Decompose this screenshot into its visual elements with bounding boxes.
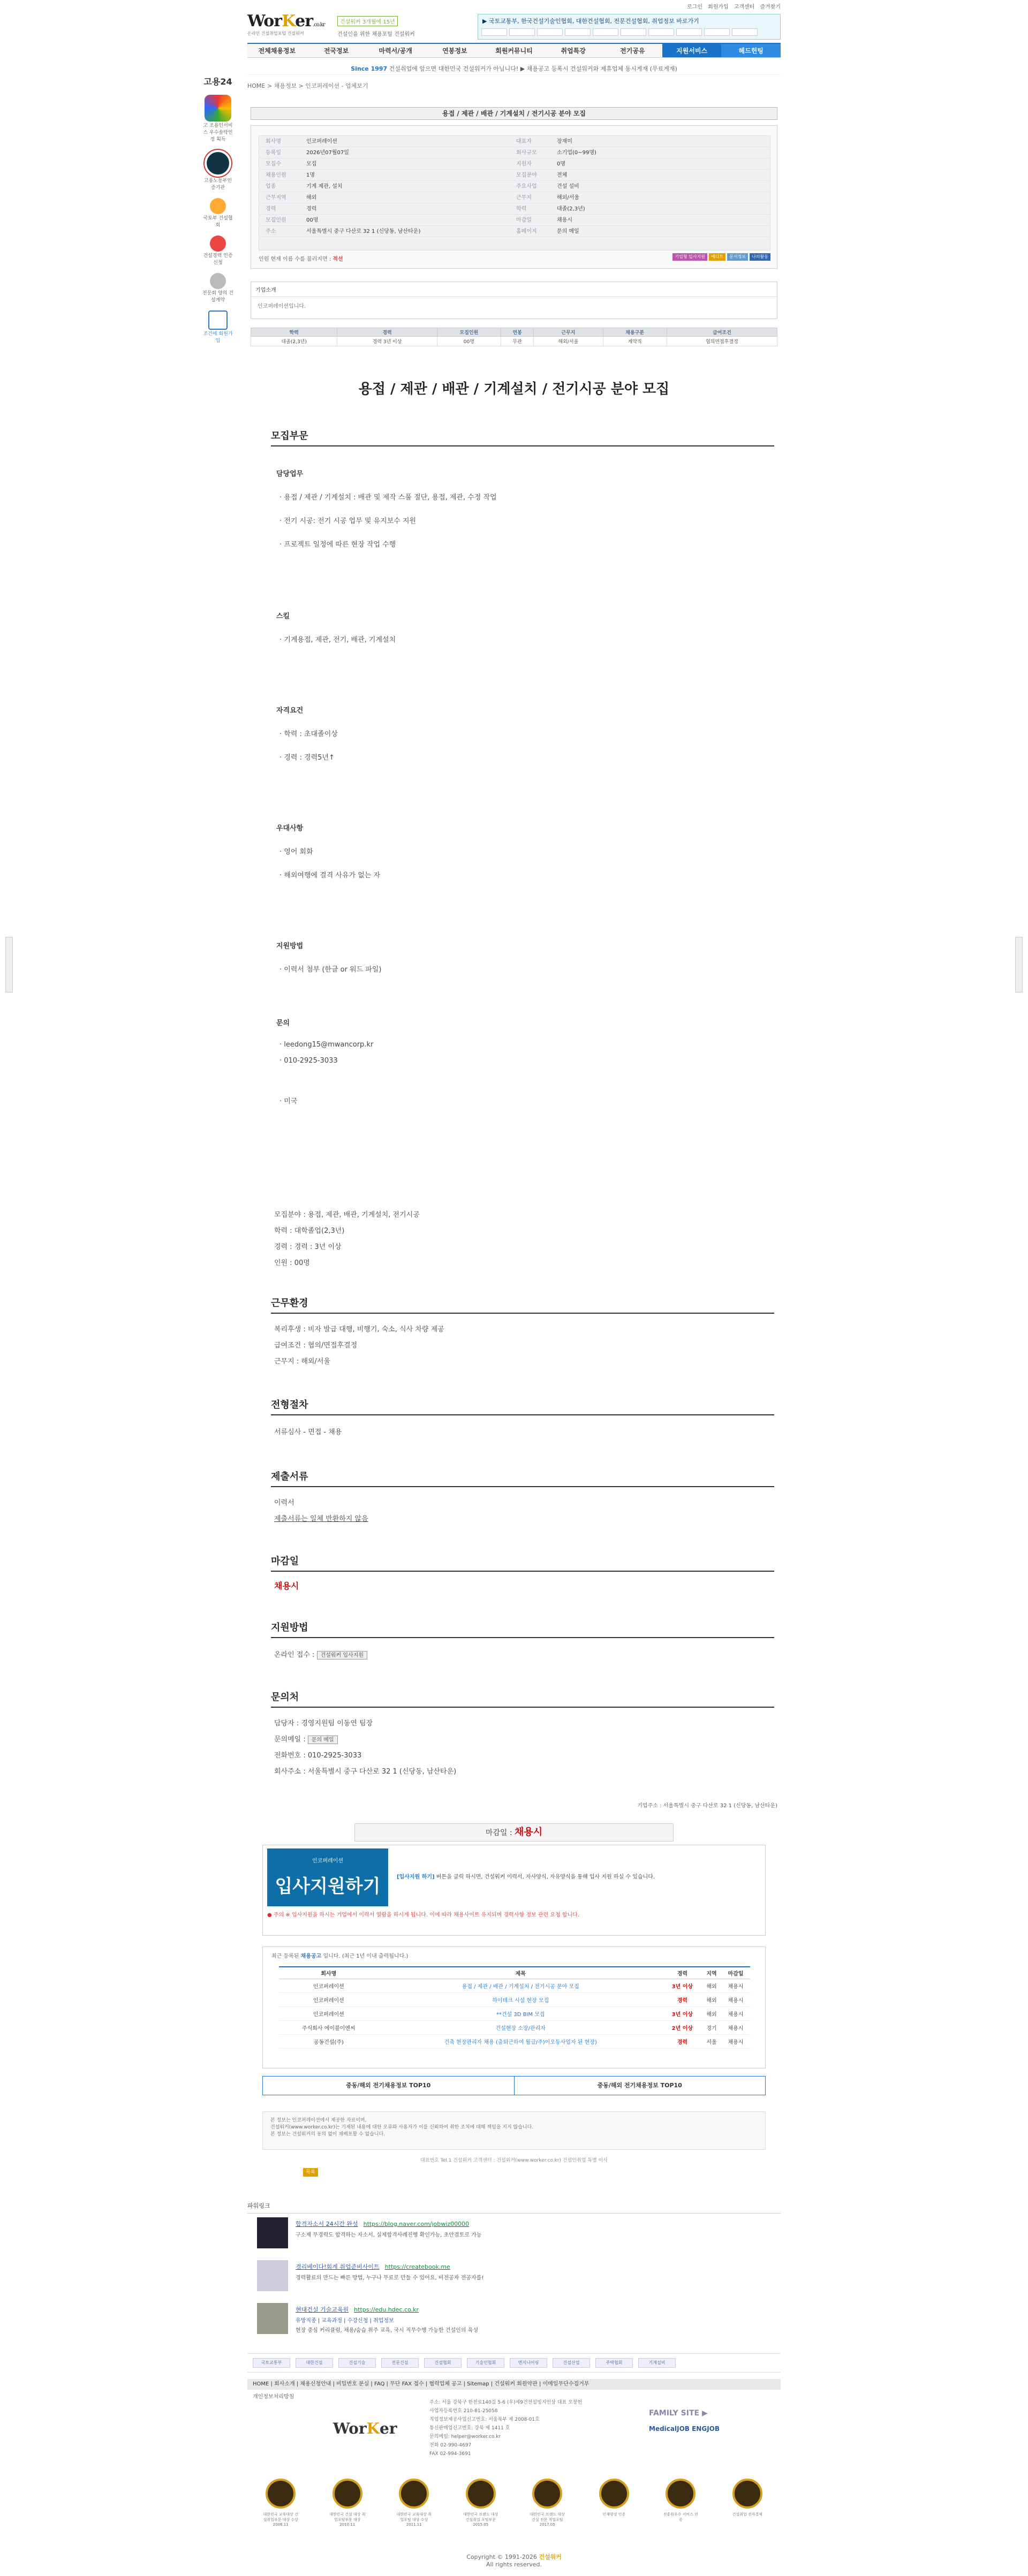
info-key: 근무지 — [516, 195, 532, 201]
award-medal-icon — [599, 2479, 629, 2509]
table-cell: 경력 — [663, 1992, 702, 2006]
info-value: 채용시 — [557, 217, 572, 223]
info-row — [259, 192, 770, 203]
edit-button[interactable]: 에디트 — [709, 253, 725, 261]
info-key: 홈페이지 — [516, 229, 537, 234]
partner-logos — [247, 2353, 781, 2373]
footer-info-line: 사업자등록번호 210-81-25058 — [429, 2408, 498, 2414]
table-cell: 3년 이상 — [663, 2006, 702, 2020]
recent-header: 지역 — [702, 1967, 721, 1979]
privacy-link[interactable]: 개인정보처리방침 — [253, 2394, 294, 2400]
partner-logo[interactable]: 대한건설 — [296, 2358, 333, 2368]
condition-value: 경력 3년 이상 — [337, 337, 437, 346]
info-key: 주요사업 — [516, 184, 537, 190]
header-banner[interactable]: ▶ 국토교통부, 한국건설기술인협회, 대한건설협회, 전문건설협회, 취업정보 바로가기 — [478, 14, 781, 40]
table-cell: 인코퍼레이션 — [279, 1979, 379, 1992]
info-key: 주소 — [266, 229, 276, 234]
table-cell[interactable]: 건설현장 소장/관리자 — [379, 2020, 663, 2034]
partner-logo[interactable]: 주택협회 — [595, 2358, 633, 2368]
info-value: 0명 — [557, 161, 566, 167]
info-value: 1명 — [306, 172, 315, 178]
ad-item[interactable]: 합격자소서 24시간 완성 https://blog.naver.com/jobwiz00000 구소제 무경력도 합격하는 자소서, 실제합격사례진행 확인가능, 초안검토로 가능 — [257, 2217, 760, 2251]
award-medal-icon — [466, 2479, 496, 2509]
table-cell: 해외 — [702, 2006, 721, 2020]
site-logo[interactable]: WorKer.co.kr 온라인 건설취업포털 건설워커 — [247, 12, 325, 36]
menu-region[interactable]: 전국정보 — [323, 47, 349, 55]
info-value: 장재미 — [557, 139, 572, 145]
condition-value: 계약직 — [603, 337, 667, 346]
recent-header: 마감일 — [721, 1967, 750, 1979]
menu-community[interactable]: 회원커뮤니티 — [495, 47, 533, 55]
breadcrumb: HOME > 채용정보 > 인코퍼레이션 - 업체보기 — [247, 82, 368, 89]
info-row — [259, 136, 770, 147]
menu-resume[interactable]: 마력서/공개 — [379, 47, 412, 55]
info-value: 인코퍼레이션 — [306, 139, 337, 145]
condition-header: 근무지 — [534, 328, 603, 337]
table-row[interactable] — [279, 2020, 750, 2034]
table-cell: 주식회사 에이블이엔씨 — [279, 2020, 379, 2034]
info-key: 회사규모 — [516, 150, 537, 156]
info-value: 모집 — [306, 161, 317, 167]
section-environment: 근무환경 — [271, 1295, 774, 1314]
info-value: 해외/서울 — [557, 195, 580, 201]
signup-link[interactable]: 회원가입 — [708, 4, 729, 10]
partner-logo[interactable]: 건설협회 — [424, 2358, 462, 2368]
top-navigation — [687, 2, 781, 10]
family-links[interactable]: MedicalJOB ENGJOB — [649, 2425, 720, 2433]
award-item: 건설취업 전자결제 — [729, 2479, 766, 2532]
condition-value: 00명 — [437, 337, 501, 346]
contact-mail-button[interactable]: 문의 메일 — [308, 1736, 338, 1744]
info-key: 등록일 — [266, 150, 281, 156]
award-medal-icon — [666, 2479, 696, 2509]
condition-value: 해외/서울 — [534, 337, 603, 346]
info-row — [259, 170, 770, 181]
menu-share[interactable]: 전기공유 — [620, 47, 645, 55]
table-cell[interactable]: 하이테크 시설 현장 모집 — [379, 1992, 663, 2006]
partner-logo[interactable]: 전문건설 — [381, 2358, 419, 2368]
family-site[interactable]: FAMILY SITE ▶ — [649, 2409, 708, 2418]
info-key: 업종 — [266, 184, 276, 190]
powerlink-ads: 파워링크 합격자소서 24시간 완성 https://blog.naver.com/jobwiz00000 구소제 무경력도 합격하는 자소서, 실제합격사례진행 확인가능, 초안검토로 가능 경리베이다!회계 취업준비사이트 https://createbook.me 경력활료의 만드는 빠른 방법, 누구나 무료로 만들 수 있어요, 비전공자 전공자를! 현대건설 기술교육원 https://edu.hdec.co.kr 유망직종 | 교육과정 | 수강신청 | 취업정보 현장 중심 커리큘럼, 채용/숨습 위주 교육, 국시 직무수행 가능한 건설인의 육성 — [247, 2201, 781, 2351]
info-key: 모집수 — [266, 161, 281, 167]
info-key: 대표자 — [516, 139, 532, 145]
notice-bar: Since 1997 건설취업에 앞으면 대한민국 건설워커가 아닙니다! ▶ 채용공고 등록시 건설워커와 제휴업체 동시게재 (무료게재) — [247, 63, 781, 75]
table-cell: 경력 — [663, 2034, 702, 2048]
info-footer: 인원 현재 이름 수를 불러지면 : 적선 기업형 입사지원 에디트 문서정보 나의활동 — [259, 254, 770, 262]
awards — [247, 2479, 781, 2532]
info-value: 서울특별시 중구 다산로 32 1 (신당동, 남산타운) — [306, 229, 421, 234]
award-item: 대한민국 브랜드 대상 건설 전문 직업포털 2017.05 — [528, 2479, 566, 2532]
partner-logo[interactable]: 건설기술 — [338, 2358, 376, 2368]
table-cell[interactable]: 용접 / 제관 / 배관 / 기계설치 / 전기시공 분야 모집 — [379, 1979, 663, 1992]
info-row — [259, 203, 770, 215]
online-apply-button[interactable]: 건설워커 입사지원 — [317, 1651, 367, 1660]
support-link[interactable]: 고객센터 — [734, 4, 755, 10]
info-key: 마감일 — [516, 217, 532, 223]
header-badge: 건설워커 3개월에 15년 건설인을 위한 채용포털 건설워커 — [337, 16, 415, 37]
footer-info-line: 전화 02-990-4697 — [429, 2443, 472, 2448]
footer-logo: WorKer — [333, 2420, 397, 2437]
info-value: 건설 설비 — [557, 184, 579, 190]
recent-header: 경력 — [663, 1967, 702, 1979]
apply-now-button[interactable]: 인코퍼레이션 입사지원하기 — [267, 1848, 388, 1906]
table-cell: 채용시 — [721, 2006, 750, 2020]
condition-value: 대졸(2,3년) — [251, 337, 337, 346]
award-medal-icon — [399, 2479, 429, 2509]
section-documents: 제출서류 — [271, 1469, 774, 1487]
info-value: 문의 메일 — [557, 229, 579, 234]
partner-logo[interactable]: 엔지니어링 — [510, 2358, 547, 2368]
table-cell: 채용시 — [721, 2034, 750, 2048]
ministry-logo-icon — [205, 150, 231, 177]
award-item: 대한민국 교육대상 건설취업부문 대상 수상 2006.11 — [262, 2479, 299, 2532]
footer-info-line: 주소: 서울 강북구 한천로140길 5-6 (우)제9건전설빙지인상 대표 오창헌 — [429, 2400, 583, 2405]
section-contact: 문의처 — [271, 1689, 774, 1708]
condition-header: 연봉 — [501, 328, 533, 337]
footer-nav[interactable]: HOME | 회사소개 | 채용신청안내 | 비밀번호 분실 | FAQ | 무단 FAX 접수 | 협력업체 공고 | Sitemap | 건설워커 회원약관 | 이메일무단수집거부 — [247, 2379, 781, 2390]
left-sidebar: 고용24 고 조용인서비스 우수솔탁인정 획득 고용노동부인증기관 국토부 건설협회 건설경력 인증신청 전문회 양의 건설계약 조건에 회원가입 — [188, 75, 247, 344]
copyright: Copyright © 1991-2026 건설워커 All rights reserved. — [466, 2554, 562, 2568]
condition-value: 협의면접후결정 — [667, 337, 777, 346]
footer-info-line: 직업정보제공사업신고번호: 서울북부 제 2008-01호 — [429, 2417, 540, 2422]
apply-button[interactable]: 기업형 입사지원 — [672, 253, 707, 261]
condition-header: 학력 — [251, 328, 337, 337]
disclaimer: 본 정보는 인코퍼레이션에서 제공한 자료이며, 건설워커(www.worker.co.kr)는 기재된 내용에 대한 오류와 사용자가 이를 신뢰하여 취한 조치에 대해 책임을 지지 않습니다. 본 정보는 건설워커의 동의 없이 재배포할 수 없습니다. — [262, 2111, 766, 2150]
info-row — [259, 226, 770, 237]
login-link[interactable]: 로그인 — [687, 4, 703, 10]
info-key: 모집인원 — [266, 217, 286, 223]
table-cell: 채용시 — [721, 1992, 750, 2006]
company-intro: 기업소개 인코퍼레이션입니다. — [251, 282, 777, 319]
apple-icon — [210, 236, 226, 252]
condition-header: 경력 — [337, 328, 437, 337]
condition-header: 모집인원 — [437, 328, 501, 337]
signup-icon[interactable] — [208, 310, 228, 330]
top10-bar — [262, 2076, 766, 2095]
table-cell: 해외 — [702, 1979, 721, 1992]
left-scroll-tab[interactable] — [5, 937, 13, 992]
award-medal-icon — [332, 2479, 362, 2509]
table-row[interactable] — [279, 2006, 750, 2020]
section-recruit: 모집부문 — [271, 428, 774, 446]
list-button[interactable]: 목록 — [303, 2168, 318, 2177]
job-info-box — [251, 125, 777, 269]
activity-button[interactable]: 나의활동 — [750, 253, 770, 261]
info-value: 전체 — [557, 172, 568, 178]
condition-table — [251, 328, 777, 346]
award-item: 진흥원우수 서비스 인증 — [662, 2479, 699, 2532]
info-value: 2026년07월07일 — [306, 150, 349, 156]
apply-notice: ● 주의 ※ 입사지원을 하시는 기업에서 이력서 열람을 하시게 됩니다. 이에 따라 채용사이트 유지되며 경력사항 정보 관련 요청 합니다. — [267, 1912, 579, 1918]
table-cell: 2년 이상 — [663, 2020, 702, 2034]
table-cell: 서울 — [702, 2034, 721, 2048]
award-logo-icon — [205, 95, 231, 122]
table-cell: 인코퍼레이션 — [279, 1992, 379, 2006]
table-row[interactable] — [279, 2034, 750, 2048]
deadline-value: 채용시 — [274, 1581, 299, 1591]
info-key: 모집분야 — [516, 172, 537, 178]
deadline-bar: 마감일 : 채용시 — [354, 1823, 674, 1842]
footer-info-line: 문의메일: helper@worker.co.kr — [429, 2434, 501, 2439]
table-cell: 해외 — [702, 1992, 721, 2006]
bookmark-link[interactable]: 즐겨찾기 — [760, 4, 781, 10]
partner-logo[interactable]: 국토교통부 — [253, 2358, 290, 2368]
company-address: 기업주소 : 서울특별시 중구 다산로 32 1 (신당동, 남산타운) — [637, 1803, 777, 1809]
info-row — [259, 215, 770, 226]
menu-jobs[interactable]: 전체채용정보 — [258, 47, 296, 55]
job-heading: 용접 / 제관 / 배관 / 기계설치 / 전기시공 분야 모집 — [358, 381, 670, 397]
info-value: 대졸(2,3년) — [557, 206, 585, 212]
info-key: 채용인원 — [266, 172, 286, 178]
info-value: 경력 — [306, 206, 317, 212]
section-process: 전형절차 — [271, 1397, 774, 1415]
construction-icon — [210, 198, 226, 214]
doc-button[interactable]: 문서정보 — [727, 253, 748, 261]
award-item: 대한민국 건설 대상 취업포털부문 대상 2010.11 — [329, 2479, 366, 2532]
award-item: 대한민국 교육대상 취업포털 대상 수상 2011.11 — [395, 2479, 433, 2532]
menu-lecture[interactable]: 취업특강 — [561, 47, 586, 55]
partner-logo[interactable]: 기술인협회 — [467, 2358, 504, 2368]
footer-info — [429, 2398, 582, 2458]
menu-salary[interactable]: 연봉정보 — [442, 47, 467, 55]
ad-item[interactable]: 경리베이다!회계 취업준비사이트 https://createbook.me 경력활료의 만드는 빠른 방법, 누구나 무료로 만들 수 있어요, 비전공자 전공자를! — [257, 2260, 760, 2293]
table-cell: 공동건설(주) — [279, 2034, 379, 2048]
top10-left[interactable]: 중동/해외 전기채용정보 TOP10 — [346, 2082, 431, 2089]
award-item: 인재양성 인증 — [595, 2479, 633, 2532]
info-key: 경력 — [266, 206, 276, 212]
main-menu — [247, 43, 781, 58]
table-cell[interactable]: **건설 3D BIM 모집 — [379, 2006, 663, 2020]
table-cell: 인코퍼레이션 — [279, 2006, 379, 2020]
footer-info-line: 통신판매업신고번호: 강북 제 1411 호 — [429, 2426, 510, 2431]
info-value: 소기업(0~99명) — [557, 150, 596, 156]
recent-jobs: 최근 등록된 채용공고 입니다. (최근 1년 이내 출력됩니다.) 회사명 제목 경력 지역 마감일 인코퍼레이션 용접 / 제관 / 배관 / 기계설치 / 전기시공 분야 모집 3년 이상 해외 채용시 인코퍼레이션 하이테크 시설 현장 모집 경력 해외 채용시 인코퍼레이션 **건설 3D BIM 모집 3년 이상 해외 채용시 주식회사 에이블이엔씨 건설현장 소장/관리자 2년 이상 경기 채용시 공동건설(주) 건축 현장관리자 채용 (출퇴근하여 월급/주)이오등사업자 된 현장) 경력 서울 채용시 — [262, 1946, 766, 2069]
recent-header: 제목 — [379, 1967, 663, 1979]
info-key: 학력 — [516, 206, 527, 212]
gear-icon — [210, 273, 226, 289]
info-key: 회사명 — [266, 139, 281, 145]
menu-support[interactable]: 지원서비스 — [662, 44, 722, 57]
info-row — [259, 147, 770, 158]
recent-header: 회사명 — [279, 1967, 379, 1979]
award-medal-icon — [532, 2479, 562, 2509]
award-item: 대한민국 브랜드 대상 건설취업 포털부문 2015.05 — [462, 2479, 500, 2532]
info-row — [259, 181, 770, 192]
info-key: 지원자 — [516, 161, 532, 167]
job-title-bar: 용접 / 제관 / 배관 / 기계설치 / 전기시공 분야 모집 — [251, 107, 777, 120]
table-row[interactable] — [279, 1992, 750, 2006]
award-medal-icon — [266, 2479, 296, 2509]
apply-box: 인코퍼레이션 입사지원하기 [입사지원 하기] 버튼을 클릭 하시면, 건설워커 이력서, 자사양식, 자유양식을 통해 입사 지원 하실 수 있습니다. ● 주의 ※ 입사지원을 하시는 기업에서 이력서 열람을 하시게 됩니다. 이에 따라 채용사이트 유지되며 경력사항 정보 관련 요청 합니다. — [262, 1845, 766, 1936]
info-value: 기계 제관, 설치 — [306, 184, 343, 190]
footer-info-line: FAX 02-994-3691 — [429, 2451, 471, 2457]
table-cell: 채용시 — [721, 1979, 750, 1992]
contact-email[interactable]: · leedong15@mwancorp.kr — [279, 1041, 374, 1049]
section-method: 지원방법 — [271, 1620, 774, 1638]
info-row — [259, 158, 770, 170]
info-value: 00명 — [306, 217, 319, 223]
condition-header: 급여조건 — [667, 328, 777, 337]
menu-headhunting[interactable]: 헤드헌팅 — [721, 44, 781, 57]
table-cell: 경기 — [702, 2020, 721, 2034]
table-cell[interactable]: 건축 현장관리자 채용 (출퇴근하여 월급/주)이오등사업자 된 현장) — [379, 2034, 663, 2048]
section-deadline: 마감일 — [271, 1554, 774, 1572]
table-cell: 채용시 — [721, 2020, 750, 2034]
info-key: 근무지역 — [266, 195, 286, 201]
top10-right[interactable]: 중동/해외 전기채용정보 TOP10 — [514, 2077, 766, 2095]
info-value: 해외 — [306, 195, 317, 201]
table-row[interactable] — [279, 1979, 750, 1992]
ad-item[interactable]: 현대건설 기술교육원 https://edu.hdec.co.kr 유망직종 | 교육과정 | 수강신청 | 취업정보 현장 중심 커리큘럼, 채용/숨습 위주 교육, 국시 직무수행 가능한 건설인의 육성 — [257, 2303, 760, 2336]
award-medal-icon — [732, 2479, 762, 2509]
condition-header: 채용구분 — [603, 328, 667, 337]
right-scroll-tab[interactable] — [1015, 937, 1023, 992]
partner-logo[interactable]: 기계설비 — [638, 2358, 676, 2368]
partner-logo[interactable]: 건설산업 — [553, 2358, 590, 2368]
gov24-logo[interactable]: 고용24 — [203, 77, 232, 87]
condition-value: 무관 — [501, 337, 533, 346]
table-cell: 3년 이상 — [663, 1979, 702, 1992]
